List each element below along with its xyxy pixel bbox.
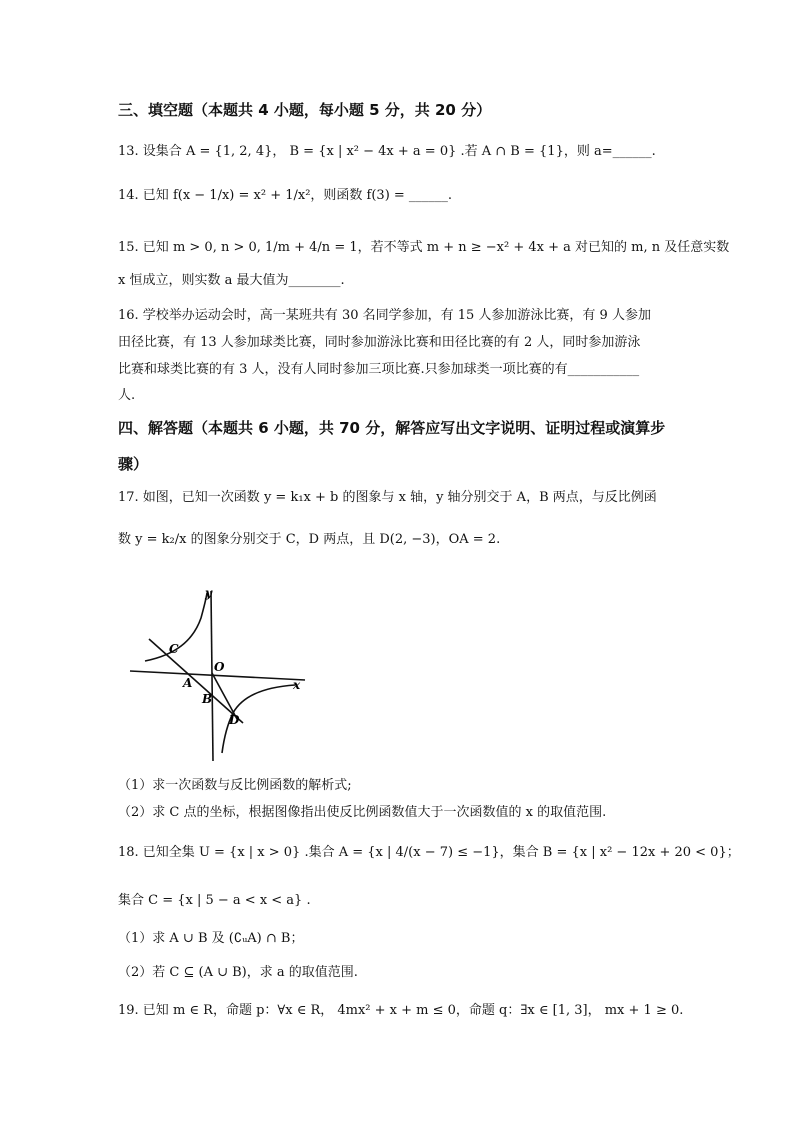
- linear-function-line: [149, 639, 243, 723]
- y-axis: [211, 591, 213, 761]
- question-18-line-2: 集合 C = {x | 5 − a < x < a} .: [118, 893, 311, 908]
- question-13: 13. 设集合 A = {1, 2, 4}， B = {x | x² − 4x + a = 0} .若 A ∩ B = {1}，则 a=______.: [118, 144, 656, 159]
- question-17-part-1: （1）求一次函数与反比例函数的解析式;: [118, 778, 352, 793]
- question-17-line-2: 数 y = k₂/x 的图象分别交于 C，D 两点，且 D(2, −3)，OA = 2.: [118, 532, 501, 547]
- question-18-line-1: 18. 已知全集 U = {x | x > 0} .集合 A = {x | 4/(x − 7) ≤ −1}，集合 B = {x | x² − 12x + 20 < 0}；: [118, 845, 740, 860]
- point-d-label: D: [229, 713, 240, 727]
- question-16-line-2: 田径比赛，有 13 人参加球类比赛，同时参加游泳比赛和田径比赛的有 2 人，同时参加游泳: [118, 335, 641, 350]
- question-17-part-2: （2）求 C 点的坐标，根据图像指出使反比例函数值大于一次函数值的 x 的取值范围.: [118, 805, 607, 820]
- point-o-label: O: [214, 660, 225, 674]
- section-4-heading-line-1: 四、解答题（本题共 6 小题，共 70 分，解答应写出文字说明、证明过程或演算步: [118, 419, 666, 437]
- question-17-line-1: 17. 如图，已知一次函数 y = k₁x + b 的图象与 x 轴，y 轴分别交于 A，B 两点，与反比例函: [118, 490, 657, 505]
- function-graph-figure: [125, 583, 310, 763]
- question-18-part-2: （2）若 C ⊆ (A ∪ B)，求 a 的取值范围.: [118, 965, 358, 980]
- question-15-line-2: x 恒成立，则实数 a 最大值为________.: [118, 273, 345, 288]
- question-16-line-3: 比赛和球类比赛的有 3 人，没有人同时参加三项比赛.只参加球类一项比赛的有___________: [118, 362, 640, 377]
- question-14: 14. 已知 f(x − 1/x) = x² + 1/x²，则函数 f(3) = ______.: [118, 188, 453, 203]
- point-c-label: C: [169, 642, 179, 656]
- question-15-line-1: 15. 已知 m > 0, n > 0, 1/m + 4/n = 1，若不等式 m + n ≥ −x² + 4x + a 对已知的 m, n 及任意实数: [118, 240, 730, 255]
- y-axis-label: y: [205, 586, 212, 600]
- point-a-label: A: [183, 676, 193, 690]
- section-3-heading: 三、填空题（本题共 4 小题，每小题 5 分，共 20 分）: [118, 101, 492, 119]
- point-b-label: B: [202, 692, 213, 706]
- question-16-line-1: 16. 学校举办运动会时，高一某班共有 30 名同学参加，有 15 人参加游泳比赛，有 9 人参加: [118, 308, 651, 323]
- question-19: 19. 已知 m ∈ R，命题 p：∀x ∈ R， 4mx² + x + m ≤ 0，命题 q：∃x ∈ [1, 3]， mx + 1 ≥ 0.: [118, 1003, 684, 1018]
- x-axis-label: x: [293, 678, 301, 692]
- question-16-line-4: 人.: [118, 388, 136, 403]
- section-4-heading-line-2: 骤）: [118, 455, 149, 473]
- question-18-part-1: （1）求 A ∪ B 及 (∁ᵤA) ∩ B；: [118, 931, 304, 946]
